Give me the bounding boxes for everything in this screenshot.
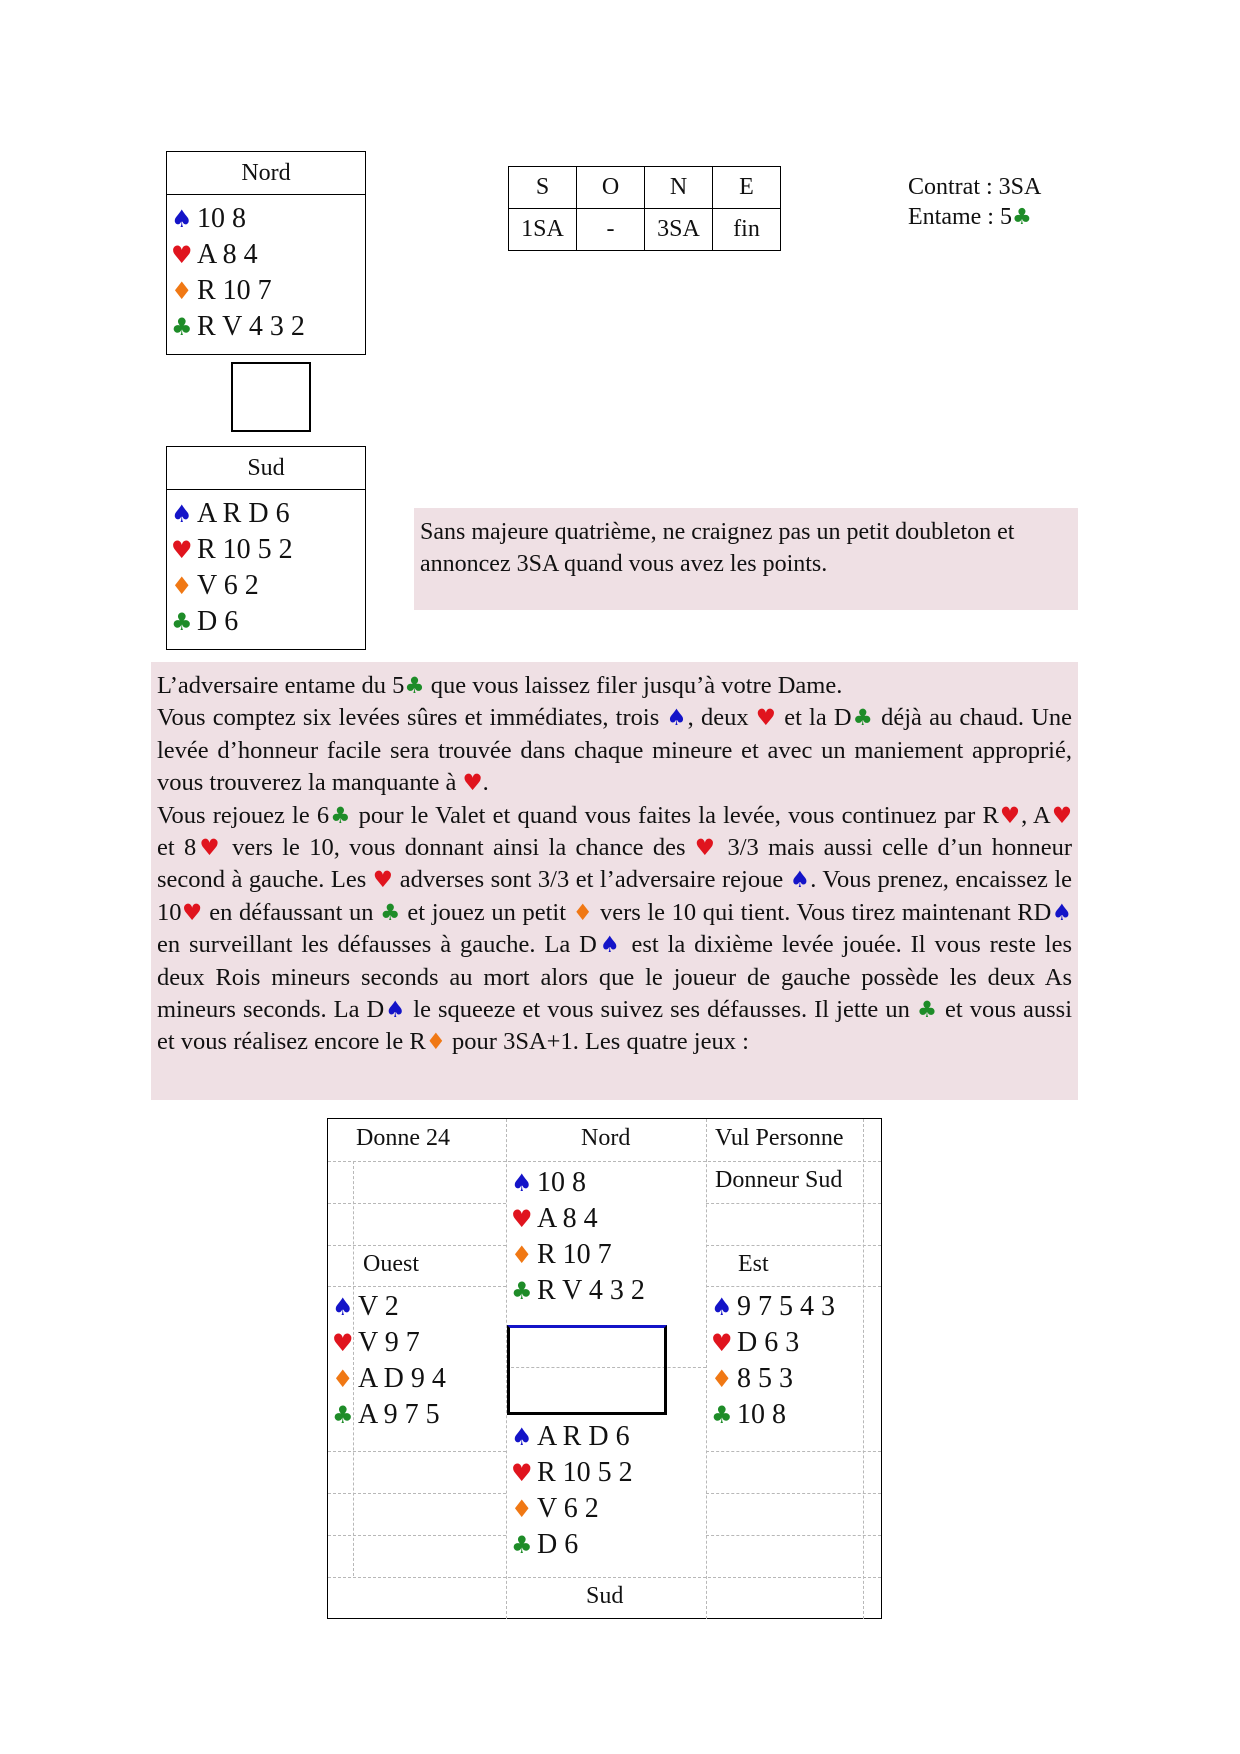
auction-bid: 3SA [645,209,713,251]
club-icon: ♣ [851,705,874,732]
diamond-icon: ♦ [425,1029,446,1056]
heart-icon: ♥ [462,770,483,797]
commentary-line-1: L’adversaire entame du 5♣ que vous laissez filer jusqu’à votre Dame. [157,672,843,699]
south-spades: A R D 6 [197,498,290,529]
club-icon: ♣ [511,1277,533,1305]
club-icon: ♣ [404,673,425,699]
club-icon: ♣ [171,608,193,636]
auction-header-row [509,167,781,209]
club-icon: ♣ [332,1401,354,1429]
grid-line [706,1245,881,1246]
north-hand-title: Nord [167,152,365,195]
dealer: Donneur Sud [715,1167,843,1193]
heart-icon: ♥ [998,802,1022,829]
diamond-icon: ♦ [511,1495,533,1523]
spade-icon: ♠ [171,205,193,233]
deal-west-label: Ouest [363,1251,419,1277]
auction-header: O [577,167,645,209]
grid-line [706,1535,881,1536]
heart-icon: ♥ [171,536,193,564]
south-diamonds: V 6 2 [197,570,259,601]
diamond-icon: ♦ [511,1241,533,1269]
heart-icon: ♥ [332,1329,354,1357]
heart-icon: ♥ [372,867,394,894]
club-icon: ♣ [1011,205,1032,230]
auction-header: N [645,167,713,209]
grid-line [863,1119,864,1619]
auction-bid: 1SA [509,209,577,251]
auction-header: S [509,167,577,209]
grid-line [706,1493,881,1494]
deal-table-square [507,1325,667,1415]
deal-north-hand: ♠ 10 8 ♥ A 8 4 ♦ R 10 7 ♣ R V 4 3 2 [511,1165,645,1309]
deal-north-label: Nord [581,1125,631,1151]
spade-icon: ♠ [596,932,623,959]
grid-line [328,1577,881,1578]
club-icon: ♣ [711,1401,733,1429]
lead-line: Entame : 5♣ [908,204,1032,230]
diamond-icon: ♦ [332,1365,354,1393]
spade-icon: ♠ [789,867,811,894]
deal-south-label: Sud [586,1583,624,1609]
diamond-icon: ♦ [171,572,193,600]
deal-east-label: Est [738,1251,769,1277]
club-icon: ♣ [916,997,938,1024]
club-icon: ♣ [511,1531,533,1559]
grid-line [706,1119,707,1619]
south-hearts: R 10 5 2 [197,534,293,565]
deal-south-hand: ♠ A R D 6 ♥ R 10 5 2 ♦ V 6 2 ♣ D 6 [511,1419,633,1563]
diamond-icon: ♦ [171,277,193,305]
grid-line [328,1535,506,1536]
deal-west-hand: ♠ V 2 ♥ V 9 7 ♦ A D 9 4 ♣ A 9 7 5 [332,1289,446,1433]
grid-line [706,1203,881,1204]
heart-icon: ♥ [511,1205,533,1233]
auction-bid-row [509,209,781,251]
grid-line [328,1203,506,1204]
deal-diagram [327,1118,882,1619]
table-square [231,362,311,432]
heart-icon: ♥ [694,835,719,862]
north-hand [167,195,365,345]
contract-line: Contrat : 3SA [908,174,1042,200]
tip-panel [414,508,1078,610]
grid-line [706,1451,881,1452]
spade-icon: ♠ [171,500,193,528]
commentary-text: Vous rejouez le 6♣ pour le Valet et quand vous faites la levée, vous continuez par R♥, A♥ et 8♥ vers le 10, vous donnant ainsi la chance des ♥ 3/3 mais aussi celle d’un honneur second à gauche. Les ♥ adverses sont 3/3 et l’adversaire rejoue ♠. Vous prenez, encaissez le 10♥ en défaussant un ♣ et jouez un petit ♦ vers le 10 qui tient. Vous tirez maintenant RD♠ en surveillant les défausses à gauche. La D♠ est la dixième levée jouée. Il vous reste les deux Rois mineurs seconds au mort alors que le joueur de gauche possède les deux As mineurs seconds. La D♠ le squeeze et vous suivez ses défausses. Il jette un ♣ et vous aussi et vous réalisez encore le R♦ pour 3SA+1. Les quatre jeux : [157,801,1073,1056]
auction-table [508,166,781,251]
diamond-icon: ♦ [711,1365,733,1393]
auction-header: E [713,167,781,209]
spade-icon: ♠ [511,1423,533,1451]
spade-icon: ♠ [511,1169,533,1197]
heart-icon: ♥ [171,241,193,269]
spade-icon: ♠ [1051,899,1072,926]
heart-icon: ♥ [1050,802,1073,829]
north-clubs: R V 4 3 2 [197,311,305,342]
spade-icon: ♠ [384,997,407,1024]
spade-icon: ♠ [711,1293,733,1321]
club-icon: ♣ [329,802,352,829]
north-diamonds: R 10 7 [197,275,272,306]
grid-line [328,1286,506,1287]
heart-icon: ♥ [711,1329,733,1357]
grid-line [328,1451,506,1452]
grid-line [328,1245,506,1246]
north-spades: 10 8 [197,203,246,234]
north-hand-box [166,151,366,355]
south-hand-title: Sud [167,447,365,490]
grid-line [328,1161,881,1162]
deal-east-hand: ♠ 9 7 5 4 3 ♥ D 6 3 ♦ 8 5 3 ♣ 10 8 [711,1289,835,1433]
heart-icon: ♥ [181,899,203,926]
diamond-icon: ♦ [572,899,594,926]
heart-icon: ♥ [755,705,778,732]
club-icon: ♣ [171,313,193,341]
grid-line [328,1493,506,1494]
tip-text: Sans majeure quatrième, ne craignez pas un petit doubleton et annoncez 3SA quand vous avez les points. [420,519,1015,577]
north-hearts: A 8 4 [197,239,258,270]
commentary-panel [151,662,1078,1100]
south-clubs: D 6 [197,606,239,637]
auction-bid: fin [713,209,781,251]
south-hand-box [166,446,366,650]
board-number: Donne 24 [356,1125,450,1151]
vulnerability: Vul Personne [715,1125,844,1151]
spade-icon: ♠ [666,705,688,732]
grid-line [706,1286,881,1287]
commentary-text: Vous comptez six levées sûres et immédiates, trois ♠, deux ♥ et la D♣ déjà au chaud. Une levée d’honneur facile sera trouvée dans chaque mineure et avec un maniement approprié, vous trouverez la manquante à ♥. [157,704,1073,797]
south-hand [167,490,365,640]
contract-info [908,172,1041,233]
heart-icon: ♥ [511,1459,533,1487]
spade-icon: ♠ [332,1293,354,1321]
heart-icon: ♥ [196,835,223,862]
club-icon: ♣ [380,899,401,926]
auction-bid: - [577,209,645,251]
